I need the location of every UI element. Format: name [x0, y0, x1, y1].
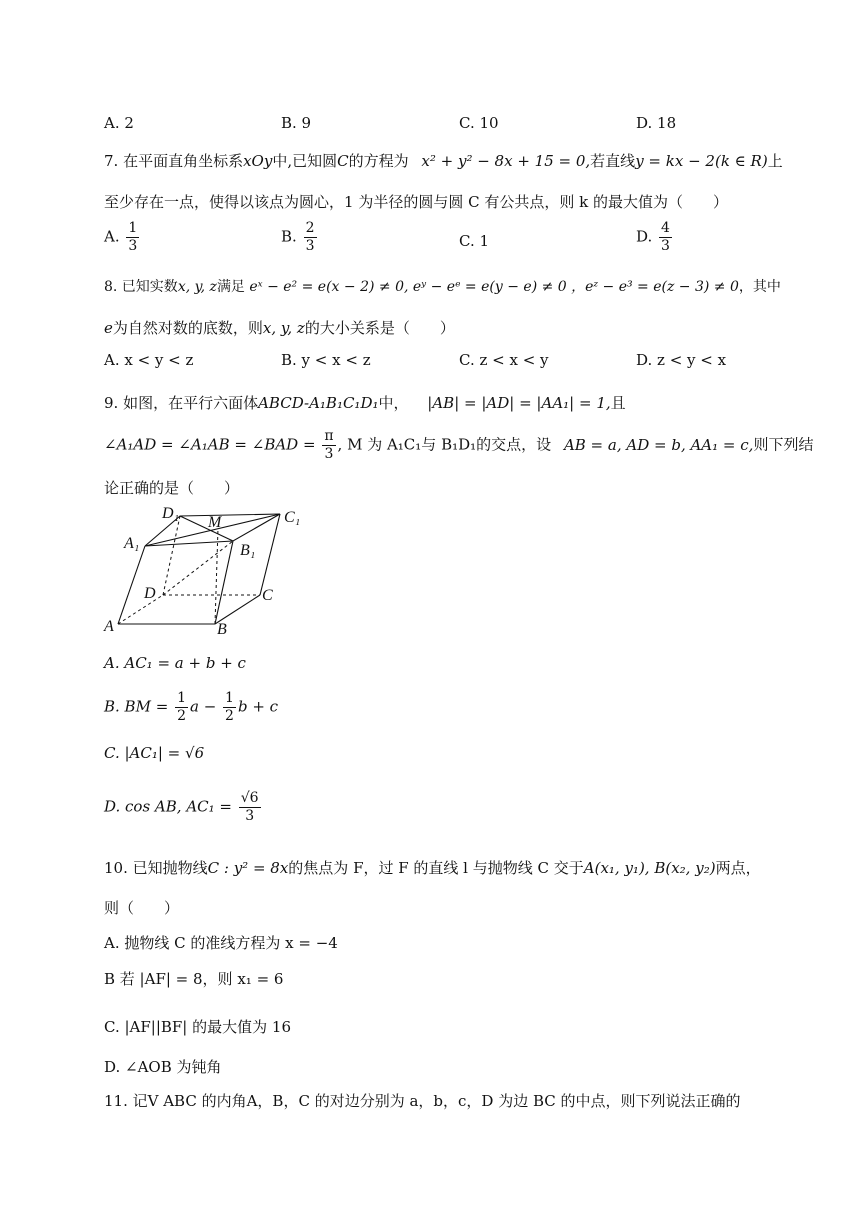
q9-option-d: D. cos AB, AC₁ = $\frac{√6}{3}$ [104, 790, 259, 824]
q6-option-a: A. 2 [104, 114, 134, 132]
q10-line-2: 则（ ） [104, 899, 180, 917]
q6-option-d: D. 18 [636, 114, 677, 132]
q10-option-d: D. ∠AOB 为钝角 [104, 1058, 222, 1076]
label-b1: B₁ [240, 542, 256, 559]
q8-option-d: D. z < y < x [636, 351, 727, 369]
q6-option-b: B. 9 [281, 114, 312, 132]
label-a1: A₁ [124, 535, 140, 552]
q8-line-1: 8. 已知实数x, y, z满足 eˣ − e² = e(x − 2) ≠ 0, eʸ − eᵉ = e(y − e) ≠ 0 ，eᶻ − e³ = e(z − 3) ≠ 0，其中 [104, 279, 781, 295]
q11-line-1: 11. 记V ABC 的内角A，B，C 的对边分别为 a，b，c，D 为边 BC 的中点，则下列说法正确的 [104, 1092, 741, 1110]
q10-option-c: C. |AF||BF| 的最大值为 16 [104, 1018, 291, 1036]
q9-option-a: A. AC₁ = a + b + c [104, 654, 246, 672]
q9-line-2: ∠A₁AD = ∠A₁AB = ∠BAD = $\frac{\pi}{3}$ , M 为 A₁C₁与 B₁D₁的交点，设 AB = a, AD = b, AA₁ = c,则下列结 [104, 428, 814, 462]
q8-option-a: A. x < y < z [104, 351, 194, 369]
q7-line-1: 7. 在平面直角坐标系xOy中,已知圆C的方程为 x² + y² − 8x + 15 = 0,若直线y = kx − 2(k ∈ R)上 [104, 152, 783, 170]
parallelepiped-figure [100, 500, 320, 640]
label-a: A [104, 618, 114, 635]
q9-option-b: B. BM = $\frac{1}{2}$ a − $\frac{1}{2}$ b + c [104, 690, 279, 724]
label-c1: C₁ [284, 509, 301, 526]
q10-option-a: A. 抛物线 C 的准线方程为 x = −4 [104, 934, 338, 952]
label-d1: D₁ [162, 505, 180, 522]
q7-line-2: 至少存在一点，使得以该点为圆心，1 为半径的圆与圆 C 有公共点，则 k 的最大值为（ ） [104, 193, 728, 211]
label-c: C [262, 587, 273, 604]
q8-line-2: e为自然对数的底数，则x, y, z的大小关系是（ ） [104, 319, 455, 337]
q7-option-c: C. 1 [459, 232, 490, 250]
q7-option-b: B. $\frac{2}{3}$ [281, 220, 315, 254]
label-m: M [208, 514, 222, 531]
q9-option-c: C. |AC₁| = √6 [104, 744, 205, 762]
q8-option-b: B. y < x < z [281, 351, 371, 369]
q10-option-b: B 若 |AF| = 8，则 x₁ = 6 [104, 970, 284, 988]
q9-line-1: 9. 如图，在平行六面体ABCD-A₁B₁C₁D₁中， |AB| = |AD| = |AA₁| = 1,且 [104, 394, 626, 412]
q9-line-3: 论正确的是（ ） [104, 479, 240, 497]
q10-line-1: 10. 已知抛物线C : y² = 8x的焦点为 F，过 F 的直线 l 与抛物线 C 交于A(x₁, y₁), B(x₂, y₂)两点， [104, 859, 761, 877]
q8-option-c: C. z < x < y [459, 351, 549, 369]
q7-option-a: A. $\frac{1}{3}$ [104, 220, 138, 254]
q7-option-d: D. $\frac{4}{3}$ [636, 220, 670, 254]
label-d: D [144, 585, 156, 602]
q6-option-c: C. 10 [459, 114, 499, 132]
label-b: B [217, 621, 227, 638]
